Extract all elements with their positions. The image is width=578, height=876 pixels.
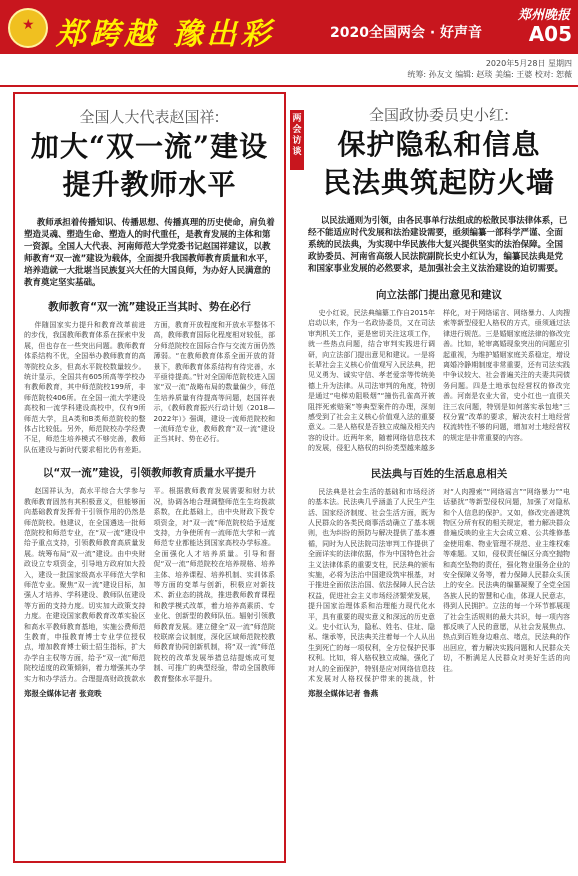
right-body-2: 民法典是社会生活的基础和市场经济的基本法。民法典几乎涵盖了人民生产生活、国家经济制度、社会生活方面，既为人民群众的各类民商事活动确立了基本规则，也为纠纷的预防与解决提供了基本遵循，同时为人民法院司法审判工作提供了全面详实的法律依据，作为中国特色社会主义法律体系的重要支柱，民法典的颁布实施，必将为法治中国建设筑牢根基，对于推进全面依法治国、依法保障人民合法权益，促进社会主义市场经济繁荣发展，提升国家治理体系和治理能力现代化水平，具有重要的现实意义和深远的历史意义。史小红认为，隐私、姓名、住址、隐私、继承等，民法典关注着每一个人从出生到死亡的每一项权利，全方位保护民事权利。比如，将人格权独立成编，强化了对人的全面保护，特别是应对网络信息技术发展对人格权保护带来的挑战，针对“人肉搜索”“网络谣言”“网络暴力”“电话骚扰”等新型侵权问题，加强了对隐私和个人信息的保护。又如，修改完善建筑物区分所有权的相关规定，着力解决群众普遍反映的业主大会成立难、公共维修基金使用难、物业管理不规范、业主维权难等难题。又如，侵权责任编区分高空抛物和高空坠物的责任，强化物业服务企业的安全保障义务等，着力保障人民群众头顶上的安全。民法典的编纂凝聚了全党全国各族人民的智慧和心血，体现人民意志，得到人民拥护。立法的每一个环节都展现了社会生活规则的最大共识，每一项内容都反映了人民的意愿，从社会发展焦点、热点到百姓身边难点、堵点，民法典的作出回应，着力解决实践问题和人民群众关切，不断满足人民群众对美好生活的向往。 bbox=[308, 487, 570, 683]
newspaper-logo: 郑州晚报 bbox=[517, 8, 570, 23]
left-subheading-2: 以“双一流”建设，引领教师教育质量水平提升 bbox=[42, 467, 257, 480]
left-kicker: 全国人大代表赵国祥: bbox=[79, 108, 220, 126]
masthead-title: 郑跨越 豫出彩 bbox=[56, 17, 275, 52]
left-headline-line1: 加大“双一流”建设 bbox=[30, 130, 269, 163]
right-subheading-2: 民法典与百姓的生活息息相关 bbox=[370, 467, 508, 480]
left-body-1: 伴随国家实力提升和教育改革前进的步伐，我国教师教育体系在探索中发展，但也存在一些突出问题。教师教育体系结构不优，全国举办教师教育的高等院校众多，但高水平院校数量较少。统计显示，全国共有605所高等学校办有教师教育，其中师范院校199所，非师范院校406所。在全国一流大学建设高校和一流学科建设高校中，仅有9所师范大学，且A类和B类师范院校的整体占比较低。另外，师范院校办学经费不足，师范生培养模式不够完善，教师队伍建设与新时代要求相比仍有差距。方面，教育开放程度和开放水平整体不高，教师教育国际化程度相对较低，部分师范院校在国际合作与交流方面仍然薄弱。“在教师教育体系全面开放的背景下，教师教育体系结构有待完善，水平亟待提高。”针对全国师范院校进入国家“双一流”战略布局的数量偏少，师范生培养质量有待提高等问题，赵国祥表示，《教师教育振兴行动计划（2018—2022年）》强调，建设一流师范院校和一流师范专业，教师教育“双一流”建设正当其时、势在必行。 bbox=[24, 321, 275, 454]
left-subheading-1: 教师教育“双一流”建设正当其时、势在必行 bbox=[48, 301, 251, 313]
right-kicker: 全国政协委员史小红: bbox=[368, 106, 510, 124]
staff-credits: 统筹: 孙友文 编辑: 赵琰 美编: 王婆 校对: 恕薇 bbox=[407, 70, 572, 79]
masthead-subtitle: 2020全国两会 · 好声音 bbox=[330, 25, 483, 41]
national-emblem-icon: ★ bbox=[8, 8, 48, 48]
right-body-1: 史小红说，民法典编纂工作自2015年启动以来，作为一名政协委员，又在司法审判机关工作，更是密切关注这项工作，就一些热点问题，结合审判实践进行调研，向立法部门提出意见和建议。一是将长辈社会主义核心价值观写入民法典，把见义勇为、诚实守信、孝老爱亲等传统美德上升为法律。从司法审判的角度，特别是通过“电梯劝阻吸烟”“撞伤孔雀高开被阻拌死索赔案”等典型案件的办理，深刻感受到了社会主义核心价值观入法的重要意义。二是人格权是否独立成编及相关内容的设计。近两年来，随着网络信息技术的发展，侵犯人格权的纠纷类型越来越多样化，对于网络谣言、网络暴力、人肉搜索等新型侵犯人格权的方式，亟须通过法律进行规范。三是婚姻家庭法律的修改完善。比如，轮审离婚现象突出的问题应引起重视，为维护婚姻家庭关系稳定，增设离婚冷静期制度非常重要，还有司法实践中争议较大、社会普遍关注的夫妻共同债务问题。四是土地承包经营权的修改完善。河南是农业大省，史小红也一直很关注三农问题，特别是如何落实承包地“三权分置”改革的要求，解决农村土地经营权流转性不够的问题，增加对土地经营权的规定是非常重要的内容。 bbox=[308, 309, 570, 453]
left-signature: 郑报全媒体记者 张竞昳 bbox=[24, 689, 102, 698]
right-subheading-1: 向立法部门提出意见和建议 bbox=[376, 289, 502, 301]
left-body-2: 赵国祥认为，高水平综合大学参与教师教育固然有其积极意义，但能够面向基础教育发挥骨干引领作用的仍然是师范院校。他建议，在全国遴选一批师范院校和师范专业，在“双一流”建设中给予重点支持，引领教师教育高质量发展。统筹布局“双一流”建设。由中央财政设立专项资金，引导地方政府加大投入，建设一批国家级高水平师范大学和师范专业。聚焦“双一流”建设目标，加强人才培养、学科建设、教师队伍建设等方面的支持力度。切实加大政策支持力度。在建设国家教师教育改革实验区和高水平教师教育基地，实施公费师范生教育，申报教育博士专业学位授权点，增加教育博士硕士招生指标，扩大办学自主权等方面，给予“双一流”师范院校适度的政策倾斜，着力增强其办学实力和办学活力。合理提高财政拨款水平。根据教师教育发展需要和财力状况，协调各地合理调整师范生生均拨款系数，在此基础上，由中央财政下拨专项资金，对“双一流”师范院校给予适度支持，力争使所有一流师范大学和一流师范专业都能达到国家高校办学标准。全面强化人才培养质量。引导和督促“双一流”师范院校在培养规格、培养主体、培养课程、培养机制、实训体系等方面的变革与创新，积极应对新技术、新业态的挑战，推进教师教育课程和教学模式改革，着力培养高素质、专业化、创新型的教师队伍。辐射引领教师教育发展。建立健全“双一流”师范院校联席会议制度，深化区域师范院校教师教育协同创新机制，将“双一流”师范院校的改革发展举措总结提炼成可复制、可推广的典型经验，带动全国教师教育整体水平提升。 bbox=[24, 487, 275, 683]
left-headline-line2: 提升教师水平 bbox=[62, 168, 237, 201]
right-headline-line2: 民法典筑起防火墙 bbox=[322, 166, 555, 199]
page-number: A05 bbox=[528, 22, 572, 46]
right-lead: 以民法通则为引领，由各民事单行法组成的松散民事法律体系，已经不能适应时代发展和法治建设需要，亟须编纂一部科学严谨、全面系统的民法典，为实现中华民族伟大复兴提供坚实的法治保障。全国政协委员、河南省高级人民法院副院长史小红认为，编纂民法典是党和国家事业发展的必然要求，是加强社会主义法治建设的迫切需要。 bbox=[308, 216, 568, 274]
issue-meta bbox=[407, 58, 572, 80]
issue-date: 2020年5月28日 星期四 bbox=[485, 59, 572, 68]
right-headline-line1: 保护隐私和信息 bbox=[337, 128, 541, 161]
section-tag: 两会访谈 bbox=[290, 110, 304, 170]
left-lead: 教师承担着传播知识、传播思想、传播真理的历史使命，肩负着塑造灵魂、塑造生命、塑造人的时代重任，是教育发展的主体和第一资源。全国人大代表、河南师范大学党委书记赵国祥建议，以教师教育“双一流”建设为载体，全面提升我国教师教育质量和水平，培养造就一大批堪当民族复兴大任的大国良师，为办好人民满意的教育奠定坚实基础。 bbox=[24, 218, 275, 288]
masthead bbox=[0, 0, 578, 54]
header-rule bbox=[0, 85, 578, 87]
right-signature: 郑报全媒体记者 鲁燕 bbox=[308, 689, 379, 699]
right-article bbox=[308, 92, 570, 863]
left-article bbox=[13, 92, 286, 863]
